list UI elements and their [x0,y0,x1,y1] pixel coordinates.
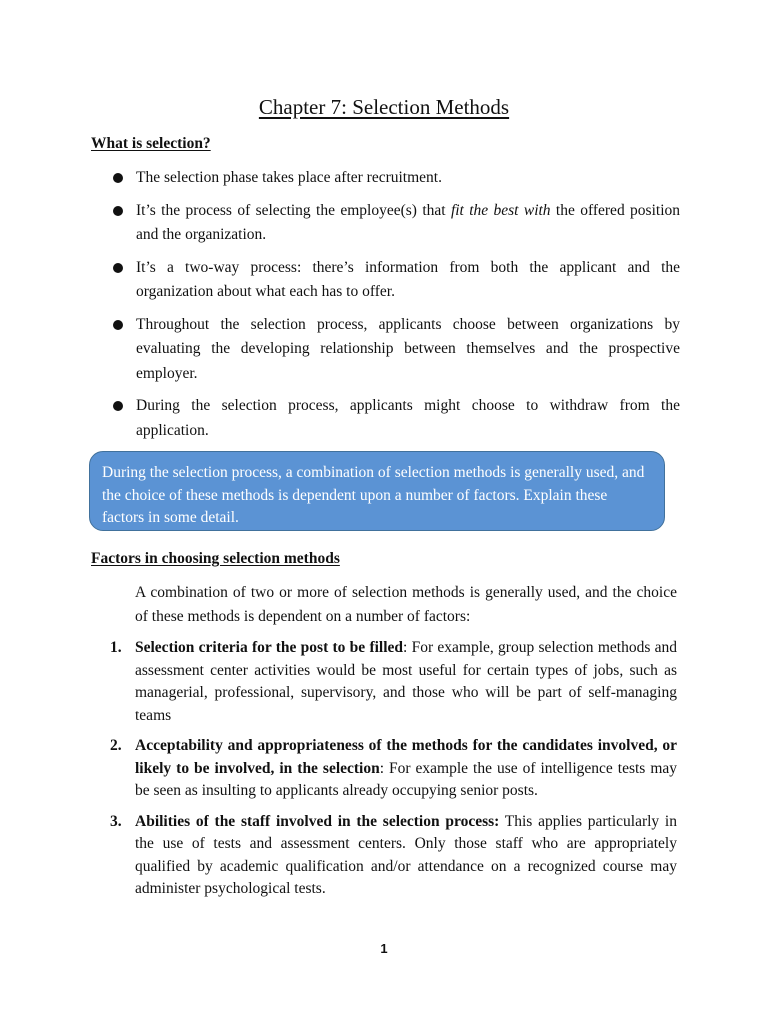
section-heading-factors: Factors in choosing selection methods [91,550,340,567]
bullet-item [110,166,680,191]
factor-bold-title: Selection criteria for the post to be filled [135,639,404,656]
page-title: Chapter 7: Selection Methods [258,95,510,119]
factor-bold-title: Acceptability and appropriateness of the methods for the candidates involved, or likely to be involved, in the selection [135,737,677,777]
bullet-dot-icon [113,401,123,411]
factors-intro-paragraph: A combination of two or more of selection methods is generally used, and the choice of these methods is dependent on a number of factors: [135,584,677,625]
factor-item [110,637,677,727]
bullet-text-before: It’s the process of selecting the employee(s) that [136,201,451,219]
question-callout-box [89,451,665,531]
factor-description: : For example the use of intelligence tests may be seen as insulting to applicants already occupying senior posts. [135,759,677,799]
bullet-dot-icon [113,320,123,330]
callout-text: During the selection process, a combination of selection methods is generally used, and the choice of these methods is dependent upon a number of factors. Explain these factors in some detail. [102,464,645,526]
bullet-text: Throughout the selection process, applicants choose between organizations by evaluating the developing relationship between themselves and the prospective employer. [136,315,680,382]
bullet-item [110,256,680,305]
bullet-text: The selection phase takes place after recruitment. [136,169,442,186]
bullet-text-italic: fit the best with [450,201,551,219]
factor-bold-title: Abilities of the staff involved in the selection process: [135,812,500,830]
bullet-item [110,199,680,248]
factor-description: : For example, group selection methods and assessment center activities would be most useful for certain types of jobs, such as managerial, professional, supervisory, and those who will be part of self-managing teams [135,639,677,724]
bullet-item [110,313,680,387]
factor-number: 1. [110,639,122,656]
section-heading-what-is-selection: What is selection? [91,135,211,152]
factor-item [110,735,677,803]
bullet-dot-icon [113,173,123,183]
bullet-text: During the selection process, applicants might choose to withdraw from the application. [136,397,680,439]
factor-description: This applies particularly in the use of tests and assessment centers. Only those staff who are appropriately qualified by academic qualification and/or attendance on a recognized course may administer psychological tests. [135,812,677,897]
bullet-item [110,394,680,443]
bullet-text: It’s a two-way process: there’s information from both the applicant and the organization about what each has to offer. [136,258,680,300]
factors-numbered-list [110,637,677,909]
factor-number: 3. [110,812,122,830]
bullet-dot-icon [113,206,123,216]
bullet-dot-icon [113,263,123,273]
factor-number: 2. [110,737,122,754]
factor-item [110,811,677,901]
page-number: 1 [380,941,388,956]
selection-bullet-list [110,166,680,451]
bullet-text-after: the offered position and the organization. [136,201,681,243]
